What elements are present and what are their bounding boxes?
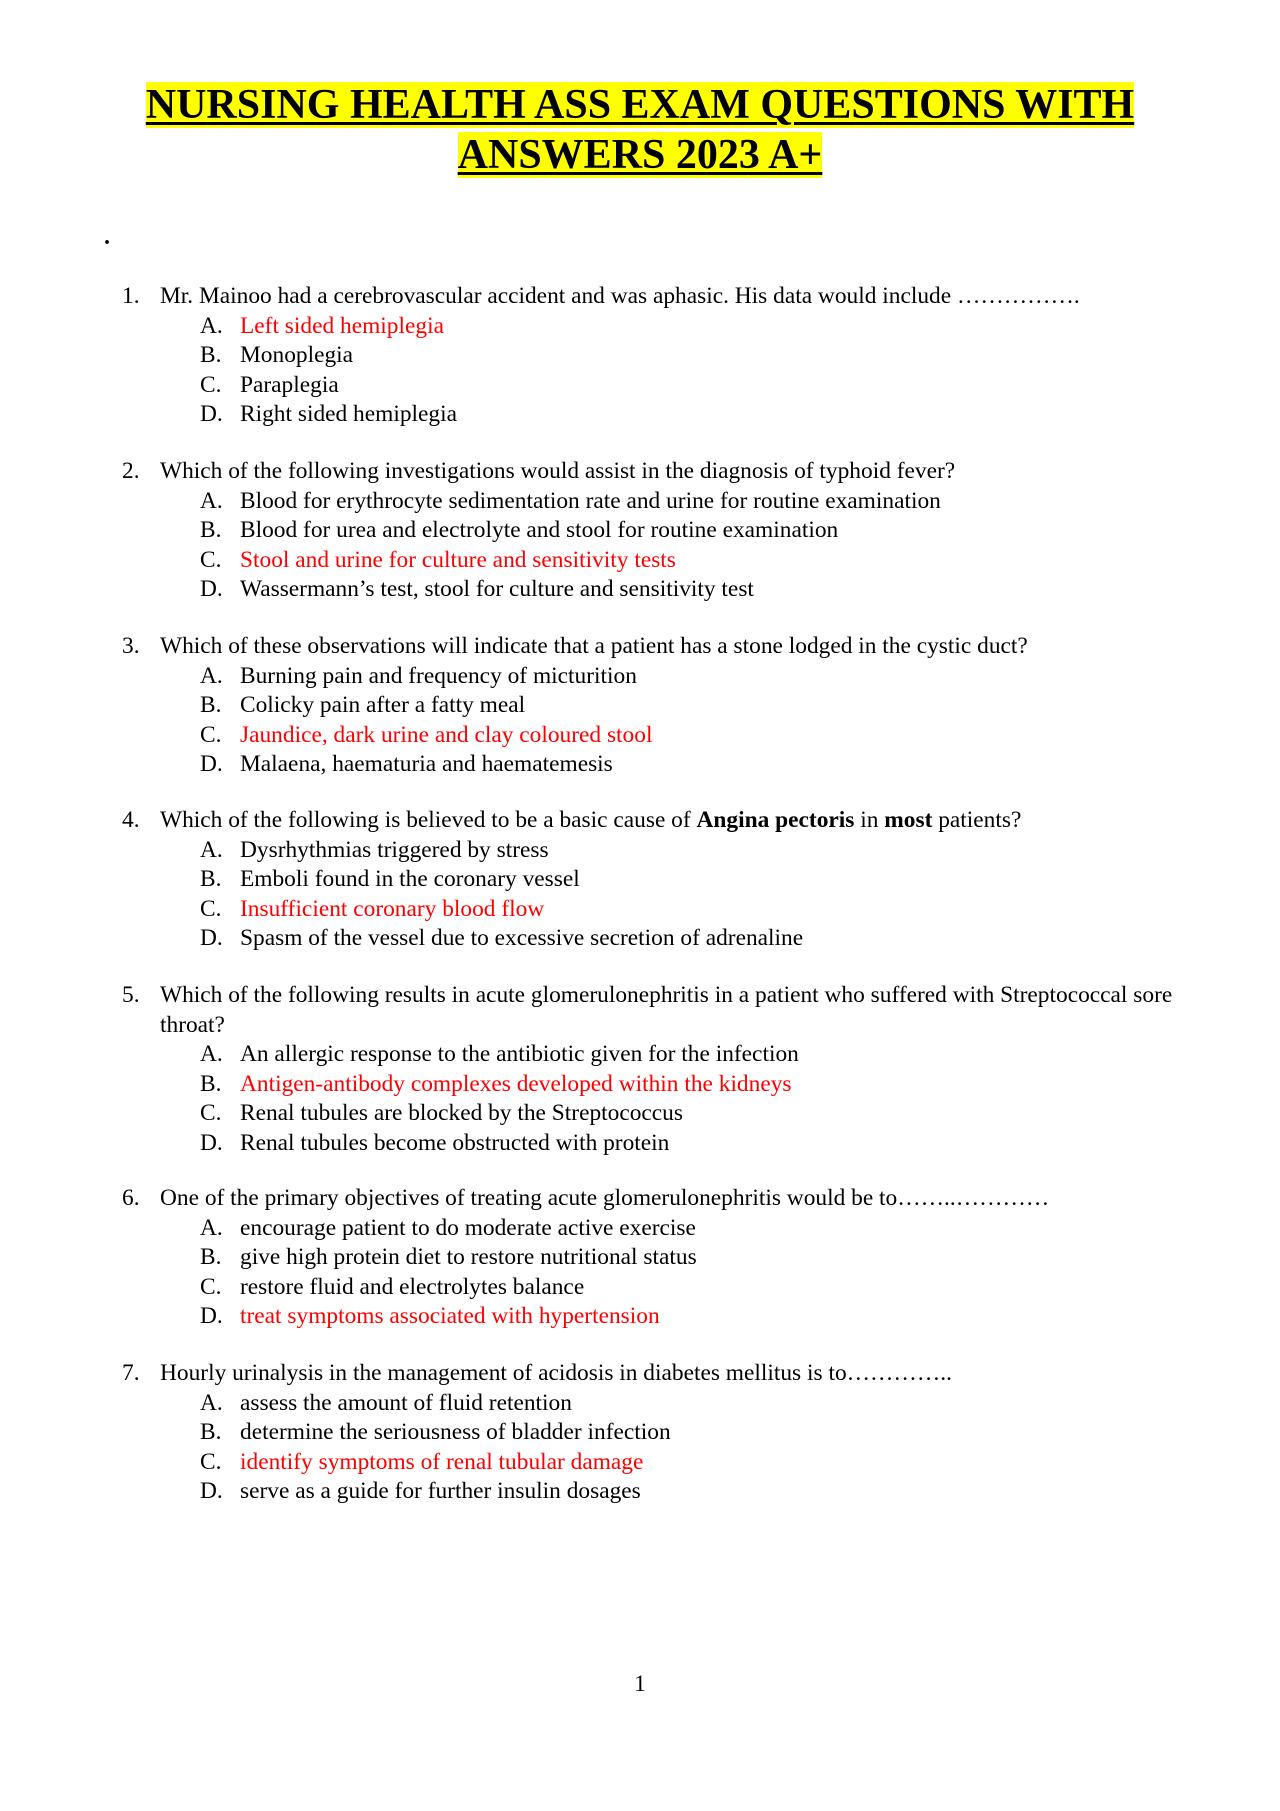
option-letter: D. <box>200 1303 223 1330</box>
option-text: Paraplegia <box>240 371 339 398</box>
title-line-2: ANSWERS 2023 A+ <box>457 132 823 178</box>
option-letter: D. <box>200 401 223 428</box>
option-letter: C. <box>200 1100 222 1127</box>
question-text <box>160 806 1182 836</box>
option-text: encourage patient to do moderate active exercise <box>240 1214 696 1241</box>
question-number: 4. <box>122 807 140 833</box>
option-letter: A. <box>200 1389 223 1416</box>
option-text: Left sided hemiplegia <box>240 312 444 339</box>
question-number: 7. <box>122 1360 140 1386</box>
option-letter: A. <box>200 662 223 689</box>
option-letter: B. <box>200 1070 222 1097</box>
option-text: Jaundice, dark urine and clay coloured stool <box>240 721 653 748</box>
option-letter: C. <box>200 546 222 573</box>
option-text: Wassermann’s test, stool for culture and sensitivity test <box>240 576 754 603</box>
answer-option <box>122 575 1182 605</box>
answer-option <box>122 924 1182 954</box>
question-2 <box>122 457 1182 605</box>
question-6 <box>122 1184 1182 1332</box>
option-letter: C. <box>200 895 222 922</box>
option-letter: B. <box>200 517 222 544</box>
option-text: Emboli found in the coronary vessel <box>240 866 580 893</box>
option-text: Antigen-antibody complexes developed within the kidneys <box>240 1070 792 1097</box>
answer-option <box>122 1243 1182 1273</box>
option-text: restore fluid and electrolytes balance <box>240 1273 585 1300</box>
option-text: Renal tubules are blocked by the Streptococcus <box>240 1100 683 1127</box>
option-letter: D. <box>200 925 223 952</box>
question-4 <box>122 806 1182 954</box>
answer-option <box>122 516 1182 546</box>
question-text: Which of the following investigations would assist in the diagnosis of typhoid fever? <box>160 458 956 484</box>
answer-option <box>122 836 1182 866</box>
option-letter: A. <box>200 1214 223 1241</box>
option-text: An allergic response to the antibiotic given for the infection <box>240 1041 799 1068</box>
answer-option-correct <box>122 721 1182 751</box>
option-letter: B. <box>200 1244 222 1271</box>
option-text: serve as a guide for further insulin dosages <box>240 1478 641 1505</box>
question-emphasis: Angina pectoris <box>696 807 855 833</box>
option-letter: B. <box>200 866 222 893</box>
option-text: Spasm of the vessel due to excessive secretion of adrenaline <box>240 925 804 952</box>
option-letter: A. <box>200 836 223 863</box>
question-number: 2. <box>122 458 140 484</box>
answer-option <box>122 1214 1182 1244</box>
question-number: 6. <box>122 1185 140 1211</box>
option-letter: C. <box>200 721 222 748</box>
option-letter: D. <box>200 1129 223 1156</box>
answer-option <box>122 1418 1182 1448</box>
question-emphasis: most <box>884 807 933 833</box>
document-title <box>0 80 1280 180</box>
answer-option <box>122 1477 1182 1507</box>
question-7 <box>122 1359 1182 1507</box>
answer-option <box>122 691 1182 721</box>
question-text: Mr. Mainoo had a cerebrovascular accident and was aphasic. His data would include ……………. <box>160 283 1080 309</box>
answer-option-correct <box>122 1302 1182 1332</box>
answer-option <box>122 1389 1182 1419</box>
answer-option <box>122 1129 1182 1159</box>
answer-option <box>122 1273 1182 1303</box>
option-letter: B. <box>200 692 222 719</box>
option-text: Stool and urine for culture and sensitivity tests <box>240 546 676 573</box>
option-letter: D. <box>200 1478 223 1505</box>
option-text: give high protein diet to restore nutritional status <box>240 1244 697 1271</box>
question-text-part: Which of the following is believed to be a basic cause of <box>160 807 697 833</box>
option-letter: C. <box>200 371 222 398</box>
answer-option-correct <box>122 312 1182 342</box>
question-1 <box>122 282 1182 430</box>
question-text: One of the primary objectives of treating acute glomerulonephritis would be to……..………… <box>160 1185 1050 1211</box>
question-text: Which of the following results in acute glomerulonephritis in a patient who suffered with Streptococcal sore throat? <box>160 982 1173 1038</box>
bullet-point: . <box>104 224 110 250</box>
option-text: Monoplegia <box>240 342 354 369</box>
question-3 <box>122 632 1182 780</box>
answer-option <box>122 1040 1182 1070</box>
question-text: Which of these observations will indicate that a patient has a stone lodged in the cystic duct? <box>160 633 1028 659</box>
question-text: Hourly urinalysis in the management of acidosis in diabetes mellitus is to………….. <box>160 1360 952 1386</box>
option-text: Blood for urea and electrolyte and stool for routine examination <box>240 517 839 544</box>
option-text: assess the amount of fluid retention <box>240 1389 572 1416</box>
option-letter: C. <box>200 1448 222 1475</box>
option-letter: A. <box>200 312 223 339</box>
question-number: 5. <box>122 982 140 1008</box>
option-letter: D. <box>200 751 223 778</box>
answer-option <box>122 341 1182 371</box>
option-letter: D. <box>200 576 223 603</box>
answer-option-correct <box>122 1070 1182 1100</box>
option-text: determine the seriousness of bladder infection <box>240 1419 671 1446</box>
option-text: Burning pain and frequency of micturition <box>240 662 637 689</box>
title-line-1: NURSING HEALTH ASS EXAM QUESTIONS WITH <box>145 82 1135 128</box>
answer-option-correct <box>122 546 1182 576</box>
answer-option <box>122 662 1182 692</box>
question-text-part: patients? <box>932 807 1022 833</box>
question-text-part: in <box>854 807 885 833</box>
answer-option <box>122 487 1182 517</box>
option-text: identify symptoms of renal tubular damage <box>240 1448 644 1475</box>
question-number: 1. <box>122 283 140 309</box>
answer-option <box>122 750 1182 780</box>
option-letter: B. <box>200 342 222 369</box>
option-text: Malaena, haematuria and haematemesis <box>240 751 613 778</box>
option-text: Colicky pain after a fatty meal <box>240 692 526 719</box>
question-number: 3. <box>122 633 140 659</box>
option-text: treat symptoms associated with hypertension <box>240 1303 660 1330</box>
option-letter: C. <box>200 1273 222 1300</box>
option-text: Blood for erythrocyte sedimentation rate and urine for routine examination <box>240 487 941 514</box>
option-text: Insufficient coronary blood flow <box>240 895 545 922</box>
answer-option <box>122 1099 1182 1129</box>
page-number: 1 <box>634 1671 646 1696</box>
answer-option-correct <box>122 895 1182 925</box>
answer-option <box>122 865 1182 895</box>
option-text: Dysrhythmias triggered by stress <box>240 836 549 863</box>
option-text: Right sided hemiplegia <box>240 401 457 428</box>
option-letter: A. <box>200 487 223 514</box>
answer-option-correct <box>122 1448 1182 1478</box>
option-text: Renal tubules become obstructed with protein <box>240 1129 670 1156</box>
option-letter: A. <box>200 1041 223 1068</box>
question-5 <box>122 981 1182 1159</box>
answer-option <box>122 371 1182 401</box>
option-letter: B. <box>200 1419 222 1446</box>
answer-option <box>122 400 1182 430</box>
